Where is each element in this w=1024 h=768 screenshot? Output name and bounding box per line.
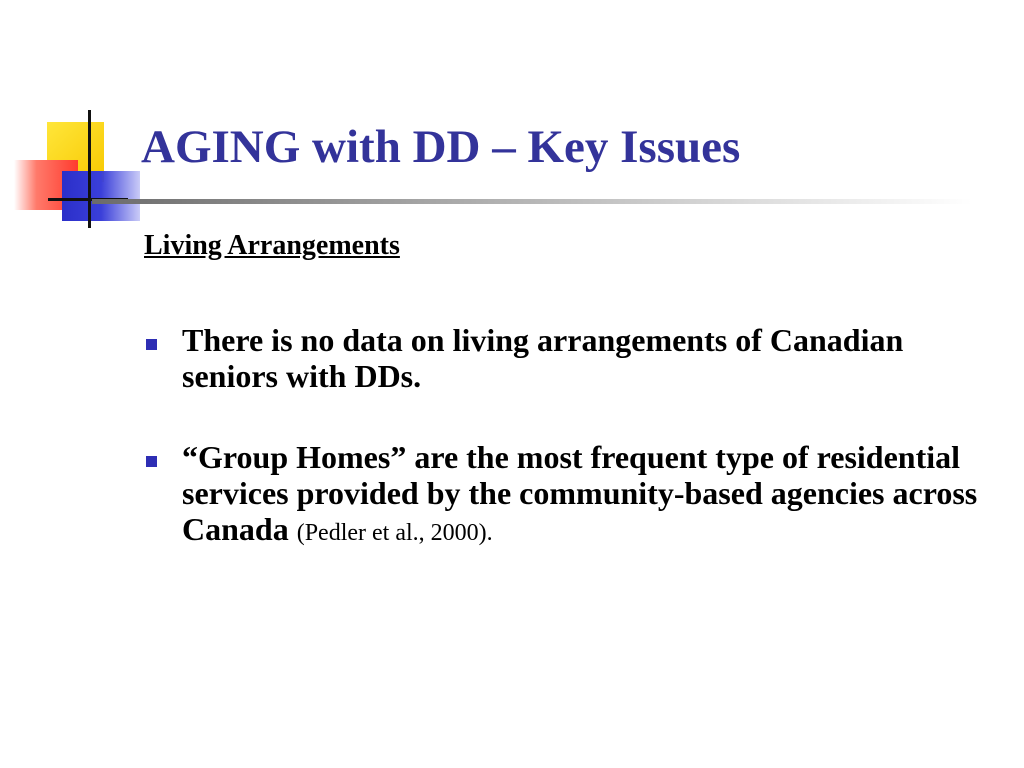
square-bullet-icon xyxy=(146,456,157,467)
logo-vertical-line xyxy=(88,110,91,228)
bullet-item xyxy=(144,322,1004,394)
blue-square xyxy=(62,171,140,221)
slide-logo xyxy=(0,0,140,240)
bullet-text xyxy=(182,322,1004,394)
bullet-text-main: “Group Homes” are the most frequent type of residential services provided by the community-based agencies across Canada xyxy=(182,439,978,547)
bullet-list xyxy=(144,322,1004,551)
bullet-text-main: There is no data on living arrangements of Canadian seniors with DDs. xyxy=(182,322,904,394)
title-divider xyxy=(92,199,972,204)
section-subheading: Living Arrangements xyxy=(144,230,400,261)
bullet-citation: (Pedler et al., 2000). xyxy=(296,520,493,546)
bullet-item xyxy=(144,439,1004,551)
bullet-text xyxy=(182,439,1004,551)
square-bullet-icon xyxy=(146,339,157,350)
slide-title: AGING with DD – Key Issues xyxy=(141,121,741,173)
